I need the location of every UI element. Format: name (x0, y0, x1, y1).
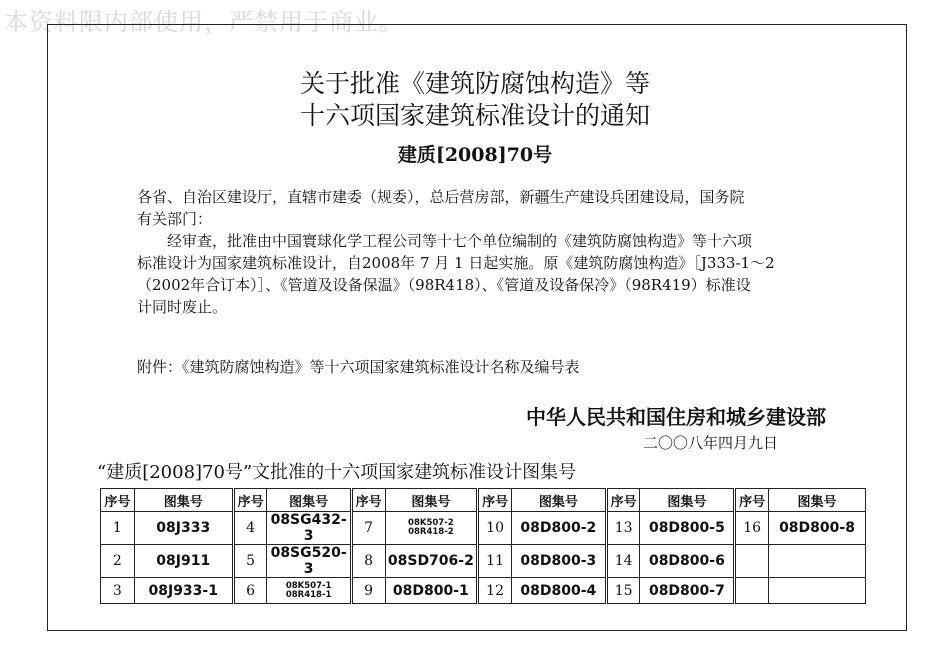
seq-cell: 8 (351, 545, 385, 578)
code-cell-double (385, 512, 478, 545)
seq-cell: 13 (606, 512, 640, 545)
header-seq: 序号 (606, 489, 640, 512)
seq-cell: 4 (233, 512, 267, 545)
code-cell: 08D800-6 (640, 545, 735, 578)
seq-cell: 9 (351, 578, 385, 604)
catalog-header-row (101, 489, 866, 512)
header-code: 图集号 (640, 489, 735, 512)
code-cell-double (267, 578, 351, 604)
header-seq: 序号 (351, 489, 385, 512)
code-cell: 08J933-1 (134, 578, 233, 604)
body-line-2: 标准设计为国家建筑标准设计，自2008年 7 月 1 日起实施。原《建筑防腐蚀构造》［J333-1～2 (137, 254, 775, 272)
body-line-1: 经审查，批准由中国寰球化学工程公司等十七个单位编制的《建筑防腐蚀构造》等十六项 (167, 232, 753, 250)
code-cell: 08J333 (134, 512, 233, 545)
code-line-b: 08R418-1 (285, 589, 332, 600)
seq-cell: 10 (478, 512, 512, 545)
seq-cell: 5 (233, 545, 267, 578)
attachment-note: 附件：《建筑防腐蚀构造》等十六项国家建筑标准设计名称及编号表 (137, 358, 580, 376)
addressees-line-2: 有关部门： (137, 210, 213, 228)
document-number: 建质[2008]70号 (397, 144, 553, 166)
header-seq: 序号 (478, 489, 512, 512)
header-seq: 序号 (735, 489, 769, 512)
code-cell: 08D800-5 (640, 512, 735, 545)
seq-cell: 3 (101, 578, 135, 604)
code-cell: 08D800-3 (511, 545, 606, 578)
seq-cell: 11 (478, 545, 512, 578)
notice-title-line-2: 十六项国家建筑标准设计的通知 (299, 101, 650, 130)
notice-body (137, 230, 837, 318)
header-code: 图集号 (267, 489, 351, 512)
seq-cell: 7 (351, 512, 385, 545)
seq-cell: 15 (606, 578, 640, 604)
body-line-4: 计同时废止。 (137, 298, 228, 316)
header-seq: 序号 (101, 489, 135, 512)
addressees (137, 186, 837, 230)
header-code: 图集号 (769, 489, 866, 512)
header-seq: 序号 (233, 489, 267, 512)
issuing-authority: 中华人民共和国住房和城乡建设部 (526, 405, 826, 429)
code-cell: 08D800-2 (511, 512, 606, 545)
code-cell: 08SG432-3 (267, 512, 351, 545)
seq-cell: 6 (233, 578, 267, 604)
table-row (101, 512, 866, 545)
body-line-3: （2002年合订本）］、《管道及设备保温》（98R418）、《管道及设备保冷》（98R419）标准设 (137, 276, 751, 294)
code-cell: 08D800-4 (511, 578, 606, 604)
seq-cell: 1 (101, 512, 135, 545)
code-cell: 08D800-1 (385, 578, 478, 604)
code-cell-empty (769, 545, 866, 578)
code-cell: 08SG520-3 (267, 545, 351, 578)
table-row (101, 545, 866, 578)
code-cell: 08J911 (134, 545, 233, 578)
catalog-table (100, 488, 866, 604)
code-cell: 08D800-8 (769, 512, 866, 545)
code-cell-empty (769, 578, 866, 604)
code-cell: 08D800-7 (640, 578, 735, 604)
catalog-title: “建质[2008]70号”文批准的十六项国家建筑标准设计图集号 (97, 462, 577, 483)
addressees-line-1: 各省、自治区建设厅，直辖市建委（规委），总后营房部，新疆生产建设兵团建设局，国务院 (137, 188, 745, 206)
code-line-a: 08K507-1 (285, 580, 332, 591)
notice-title-line-1: 关于批准《建筑防腐蚀构造》等 (299, 69, 650, 98)
table-row (101, 578, 866, 604)
seq-cell: 16 (735, 512, 769, 545)
code-line-a: 08K507-2 (408, 518, 454, 528)
header-code: 图集号 (385, 489, 478, 512)
seq-cell-empty (735, 545, 769, 578)
code-line-b: 08R418-2 (408, 527, 454, 537)
issue-date: 二〇〇八年四月九日 (642, 434, 778, 452)
seq-cell: 12 (478, 578, 512, 604)
code-cell: 08SD706-2 (385, 545, 478, 578)
seq-cell: 2 (101, 545, 135, 578)
seq-cell: 14 (606, 545, 640, 578)
header-code: 图集号 (511, 489, 606, 512)
watermark-text: 本资料限内部使用，严禁用于商业。 (4, 8, 404, 36)
header-code: 图集号 (134, 489, 233, 512)
seq-cell-empty (735, 578, 769, 604)
